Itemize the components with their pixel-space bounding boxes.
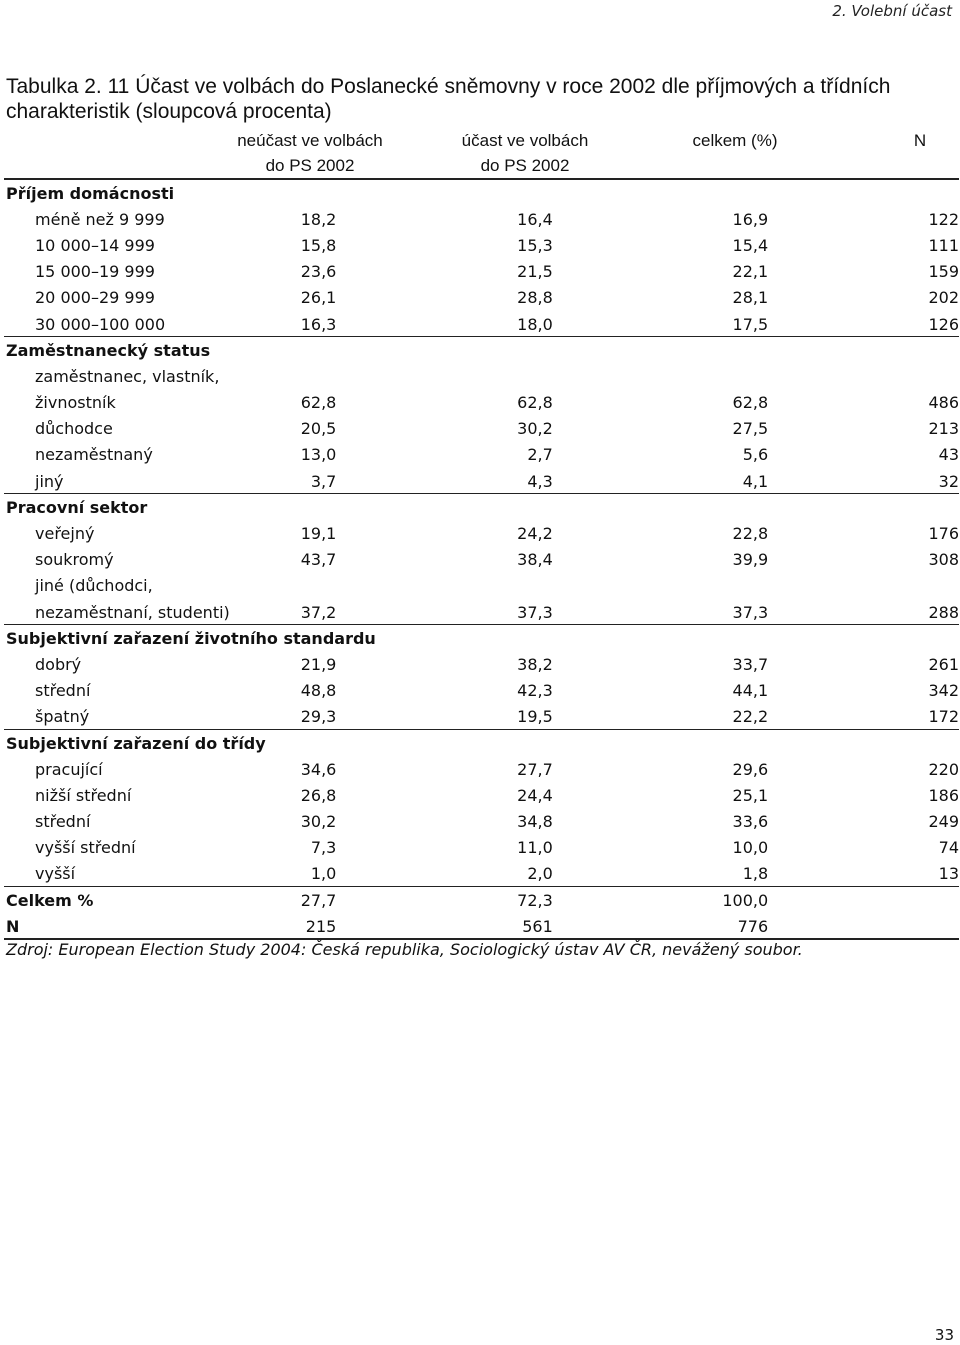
table-body bbox=[4, 180, 959, 939]
row-label: vyšší střední bbox=[35, 838, 136, 858]
cell-c1: 26,1 bbox=[300, 288, 337, 308]
row-label: 15 000–19 999 bbox=[35, 262, 155, 282]
cell-c4: 74 bbox=[938, 838, 959, 858]
row-label: Subjektivní zařazení životního standardu bbox=[6, 628, 376, 648]
row-label: Příjem domácnosti bbox=[6, 183, 175, 203]
row-label: střední bbox=[35, 681, 91, 701]
group-rule bbox=[4, 493, 959, 494]
column-header-participation-line1: účast ve volbách bbox=[461, 131, 589, 150]
cell-c3 bbox=[553, 573, 768, 599]
cell-c4 bbox=[768, 180, 959, 206]
column-header-participation-line2: do PS 2002 bbox=[480, 156, 570, 175]
row-label: 30 000–100 000 bbox=[35, 314, 166, 334]
cell-c3: 17,5 bbox=[732, 314, 769, 334]
table-row bbox=[4, 206, 959, 232]
cell-c2: 18,0 bbox=[517, 314, 553, 334]
cell-c4: 342 bbox=[928, 681, 959, 701]
row-label: dobrý bbox=[35, 654, 82, 674]
cell-c4: 186 bbox=[928, 785, 959, 805]
row-label: nižší střední bbox=[35, 785, 132, 805]
cell-c1: 23,6 bbox=[300, 262, 337, 282]
table-row bbox=[4, 861, 959, 887]
cell-c4: 249 bbox=[928, 812, 959, 832]
cell-c3: 39,9 bbox=[732, 550, 769, 570]
group-rule bbox=[4, 886, 959, 887]
cell-c3 bbox=[553, 363, 768, 389]
cell-c4 bbox=[768, 573, 959, 599]
cell-c1 bbox=[262, 494, 336, 520]
cell-c2: 24,4 bbox=[517, 785, 553, 805]
cell-c1: 21,9 bbox=[300, 654, 337, 674]
cell-c1: 29,3 bbox=[300, 707, 337, 727]
row-label: méně než 9 999 bbox=[35, 209, 165, 229]
cell-c2 bbox=[336, 494, 552, 520]
group-heading-row bbox=[4, 180, 959, 206]
row-label: zaměstnanec, vlastník, bbox=[35, 366, 220, 386]
row-label: nezaměstnaní, studenti) bbox=[35, 602, 230, 622]
cell-c3 bbox=[553, 730, 768, 756]
cell-c2: 24,2 bbox=[517, 524, 553, 544]
row-label: soukromý bbox=[35, 550, 114, 570]
cell-c4: 13 bbox=[938, 864, 959, 884]
table-row bbox=[4, 599, 959, 625]
cell-c1: 62,8 bbox=[300, 393, 337, 413]
cell-c3: 5,6 bbox=[742, 445, 769, 465]
cell-c1 bbox=[262, 363, 336, 389]
table-row bbox=[4, 285, 959, 311]
cell-c4 bbox=[768, 494, 959, 520]
row-label: důchodce bbox=[35, 419, 113, 439]
cell-c1: 37,2 bbox=[300, 602, 337, 622]
cell-c1: 1,0 bbox=[310, 864, 337, 884]
column-header-n: N bbox=[913, 131, 927, 150]
row-label: vyšší bbox=[35, 864, 76, 884]
cell-c3: 33,7 bbox=[732, 654, 769, 674]
cell-c1: 18,2 bbox=[300, 209, 337, 229]
cell-c3: 15,4 bbox=[732, 235, 769, 255]
cell-c1: 15,8 bbox=[300, 235, 337, 255]
cell-c4: 486 bbox=[928, 393, 959, 413]
table-row bbox=[4, 704, 959, 730]
cell-c4: 261 bbox=[928, 654, 959, 674]
cell-c1: 13,0 bbox=[300, 445, 337, 465]
cell-c1: 27,7 bbox=[300, 890, 337, 910]
column-header-participation bbox=[425, 128, 625, 178]
row-label: 10 000–14 999 bbox=[35, 235, 155, 255]
table-row bbox=[4, 390, 959, 416]
cell-c3: 16,9 bbox=[732, 209, 769, 229]
cell-c4: 213 bbox=[928, 419, 959, 439]
row-label: špatný bbox=[35, 707, 90, 727]
cell-c4: 126 bbox=[928, 314, 959, 334]
table-row bbox=[4, 678, 959, 704]
cell-c2: 72,3 bbox=[517, 890, 553, 910]
row-label: 20 000–29 999 bbox=[35, 288, 155, 308]
cell-c2: 4,3 bbox=[527, 471, 553, 491]
cell-c4: 202 bbox=[928, 288, 959, 308]
cell-c2: 11,0 bbox=[517, 838, 553, 858]
cell-c4 bbox=[768, 625, 959, 651]
cell-c4: 32 bbox=[938, 471, 959, 491]
cell-c1 bbox=[262, 180, 336, 206]
cell-c3: 44,1 bbox=[732, 681, 769, 701]
cell-c1: 7,3 bbox=[310, 838, 337, 858]
table-row bbox=[4, 651, 959, 677]
table-row bbox=[4, 547, 959, 573]
row-label: Pracovní sektor bbox=[6, 497, 148, 517]
cell-c1: 30,2 bbox=[300, 812, 337, 832]
cell-c2: 2,0 bbox=[527, 864, 553, 884]
cell-c2 bbox=[336, 180, 552, 206]
cell-c2: 19,5 bbox=[517, 707, 553, 727]
cell-c3: 62,8 bbox=[732, 393, 769, 413]
row-label: N bbox=[6, 916, 20, 936]
cell-c2: 27,7 bbox=[517, 759, 553, 779]
cell-c3: 33,6 bbox=[732, 812, 769, 832]
column-header-nonparticipation-line2: do PS 2002 bbox=[265, 156, 355, 175]
cell-c3: 29,6 bbox=[732, 759, 769, 779]
cell-c3 bbox=[553, 337, 768, 363]
cell-c3: 100,0 bbox=[722, 890, 769, 910]
cell-c3: 4,1 bbox=[742, 471, 769, 491]
table-row bbox=[4, 520, 959, 546]
table-row bbox=[4, 311, 959, 337]
cell-c1: 16,3 bbox=[300, 314, 337, 334]
cell-c3: 28,1 bbox=[732, 288, 769, 308]
cell-c4: 122 bbox=[928, 209, 959, 229]
cell-c2: 37,3 bbox=[517, 602, 553, 622]
cell-c3: 37,3 bbox=[732, 602, 769, 622]
row-label: Zaměstnanecký status bbox=[6, 340, 211, 360]
cell-c2: 2,7 bbox=[527, 445, 553, 465]
cell-c3: 22,8 bbox=[732, 524, 769, 544]
cell-c2: 38,4 bbox=[517, 550, 553, 570]
cell-c4 bbox=[768, 363, 959, 389]
cell-c2: 34,8 bbox=[517, 812, 553, 832]
running-head: 2. Volební účast bbox=[832, 2, 952, 20]
cell-c2 bbox=[336, 573, 552, 599]
cell-c3: 22,2 bbox=[732, 707, 769, 727]
cell-c1: 48,8 bbox=[300, 681, 337, 701]
cell-c1: 26,8 bbox=[300, 785, 337, 805]
page-number: 33 bbox=[934, 1326, 954, 1344]
cell-c1: 215 bbox=[305, 916, 337, 936]
row-label: střední bbox=[35, 812, 91, 832]
cell-c1: 34,6 bbox=[300, 759, 337, 779]
group-heading-row bbox=[4, 625, 959, 651]
data-table bbox=[4, 180, 959, 939]
table-row bbox=[4, 232, 959, 258]
cell-c4 bbox=[768, 913, 959, 939]
cell-c1: 43,7 bbox=[300, 550, 337, 570]
group-heading-row bbox=[4, 337, 959, 363]
row-label: veřejný bbox=[35, 524, 95, 544]
cell-c1 bbox=[262, 337, 336, 363]
cell-c4: 176 bbox=[928, 524, 959, 544]
cell-c3: 22,1 bbox=[732, 262, 769, 282]
cell-c4: 172 bbox=[928, 707, 959, 727]
row-label: pracující bbox=[35, 759, 103, 779]
row-label: živnostník bbox=[35, 393, 116, 413]
cell-c4: 288 bbox=[928, 602, 959, 622]
cell-c2: 30,2 bbox=[517, 419, 553, 439]
cell-c2: 62,8 bbox=[517, 393, 553, 413]
row-label: jiné (důchodci, bbox=[35, 576, 153, 596]
cell-c1: 3,7 bbox=[310, 471, 337, 491]
column-header-nonparticipation bbox=[205, 128, 415, 178]
cell-c2 bbox=[336, 363, 552, 389]
cell-c4: 111 bbox=[928, 235, 959, 255]
cell-c4: 220 bbox=[928, 759, 959, 779]
cell-c1 bbox=[262, 730, 336, 756]
cell-c4 bbox=[768, 337, 959, 363]
cell-c2 bbox=[336, 337, 552, 363]
cell-c3: 1,8 bbox=[742, 864, 769, 884]
cell-c3: 25,1 bbox=[732, 785, 769, 805]
cell-c3: 776 bbox=[737, 916, 769, 936]
group-rule bbox=[4, 624, 959, 625]
cell-c2: 28,8 bbox=[517, 288, 553, 308]
cell-c4 bbox=[768, 730, 959, 756]
cell-c3: 27,5 bbox=[732, 419, 769, 439]
cell-c2: 561 bbox=[522, 916, 553, 936]
group-rule bbox=[4, 336, 959, 337]
row-label: Celkem % bbox=[6, 890, 94, 910]
table-row bbox=[4, 416, 959, 442]
table-row bbox=[4, 468, 959, 494]
cell-c3 bbox=[553, 625, 768, 651]
table-caption: Tabulka 2. 11 Účast ve volbách do Poslanecké sněmovny v roce 2002 dle příjmových a třídních charakteristik (sloupcová procenta) bbox=[6, 75, 891, 123]
cell-c4: 159 bbox=[928, 262, 959, 282]
cell-c3 bbox=[553, 494, 768, 520]
cell-c4: 308 bbox=[928, 550, 959, 570]
table-row bbox=[4, 259, 959, 285]
row-label: jiný bbox=[35, 471, 64, 491]
table-row bbox=[4, 442, 959, 468]
cell-c2: 38,2 bbox=[517, 654, 553, 674]
row-label: Subjektivní zařazení do třídy bbox=[6, 733, 266, 753]
cell-c1 bbox=[262, 573, 336, 599]
table-row bbox=[4, 756, 959, 782]
cell-c4: 43 bbox=[938, 445, 959, 465]
group-heading-row bbox=[4, 730, 959, 756]
total-row bbox=[4, 887, 959, 913]
table-row bbox=[4, 573, 959, 599]
cell-c3 bbox=[553, 180, 768, 206]
row-label: nezaměstnaný bbox=[35, 445, 153, 465]
table-row bbox=[4, 782, 959, 808]
table-row bbox=[4, 809, 959, 835]
group-heading-row bbox=[4, 494, 959, 520]
column-header-nonparticipation-line1: neúčast ve volbách bbox=[237, 131, 383, 150]
group-rule bbox=[4, 729, 959, 730]
cell-c4 bbox=[768, 887, 959, 913]
table-row bbox=[4, 835, 959, 861]
cell-c2: 15,3 bbox=[517, 235, 553, 255]
cell-c1: 20,5 bbox=[300, 419, 337, 439]
column-header-total: celkem (%) bbox=[692, 131, 778, 150]
cell-c2: 16,4 bbox=[517, 209, 553, 229]
source-note: Zdroj: European Election Study 2004: Česká republika, Sociologický ústav AV ČR, nevážený soubor. bbox=[6, 940, 803, 959]
cell-c1: 19,1 bbox=[300, 524, 337, 544]
cell-c2 bbox=[336, 730, 552, 756]
cell-c3: 10,0 bbox=[732, 838, 769, 858]
cell-c2: 42,3 bbox=[517, 681, 553, 701]
table-row bbox=[4, 363, 959, 389]
total-row bbox=[4, 913, 959, 939]
cell-c2: 21,5 bbox=[517, 262, 553, 282]
